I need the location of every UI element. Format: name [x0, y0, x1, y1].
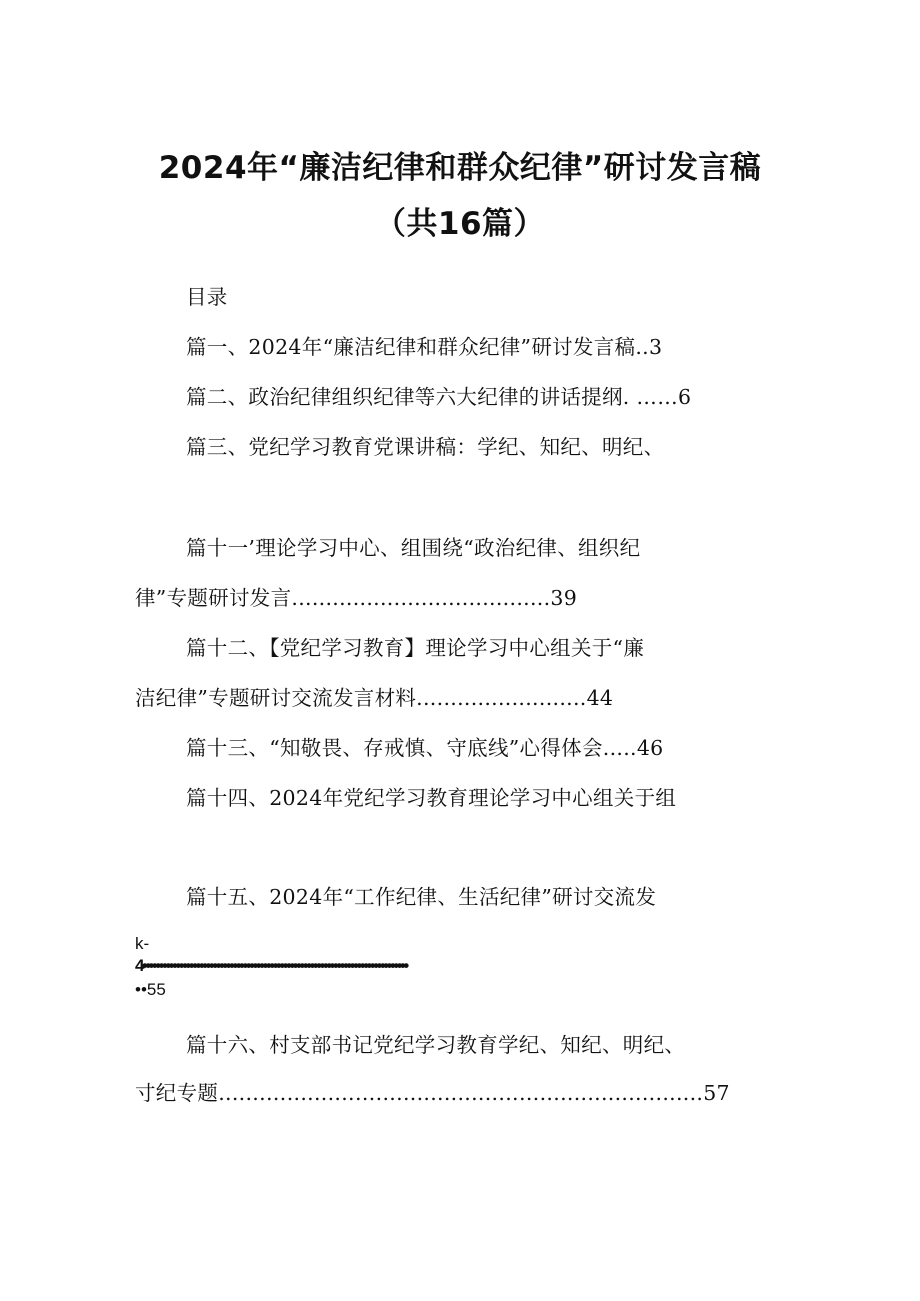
toc-line: 篇十五、2024年“工作纪律、生活纪律”研讨交流发 — [186, 885, 657, 909]
toc-line: 篇二、政治纪律组织纪律等六大纪律的讲话提纲. ……6 — [186, 385, 692, 409]
toc-line: 律”专题研讨发言......................................39 — [135, 586, 578, 610]
toc-line: 篇十三、“知敬畏、存戒慎、守底线”心得体会.....46 — [186, 736, 664, 760]
toc-line: 篇一、2024年“廉洁纪律和群众纪律”研讨发言稿..3 — [186, 335, 663, 359]
toc-line: 篇十一’理论学习中心、组围绕“政治纪律、组织纪 — [186, 536, 641, 560]
toc-line: 篇十四、2024年党纪学习教育理论学习中心组关于组 — [186, 786, 677, 810]
toc-line: 篇十二、【党纪学习教育】理论学习中心组关于“廉 — [186, 636, 645, 660]
document-title: 2024年“廉洁纪律和群众纪律”研讨发言稿 — [158, 150, 762, 186]
toc-line: 篇三、党纪学习教育党课讲稿：学纪、知纪、明纪、 — [186, 435, 665, 459]
toc-line: 寸纪专题.......…..........….....................…........................57 — [135, 1081, 730, 1105]
document-subtitle: （共16篇） — [374, 206, 546, 242]
toc-page-number: ••55 — [135, 980, 166, 999]
toc-leader-bullets: 4••••••••••••••••••••••••••••••••••••••••••••••••••••••••••••••••••••••••••••••• — [135, 956, 407, 975]
toc-line-fragment: k- — [135, 934, 150, 953]
toc-heading: 目录 — [186, 285, 228, 309]
toc-line: 篇十六、村支部书记党纪学习教育学纪、知纪、明纪、 — [186, 1033, 686, 1057]
toc-line: 洁纪律”专题研讨交流发言材料.........................44 — [135, 686, 614, 710]
